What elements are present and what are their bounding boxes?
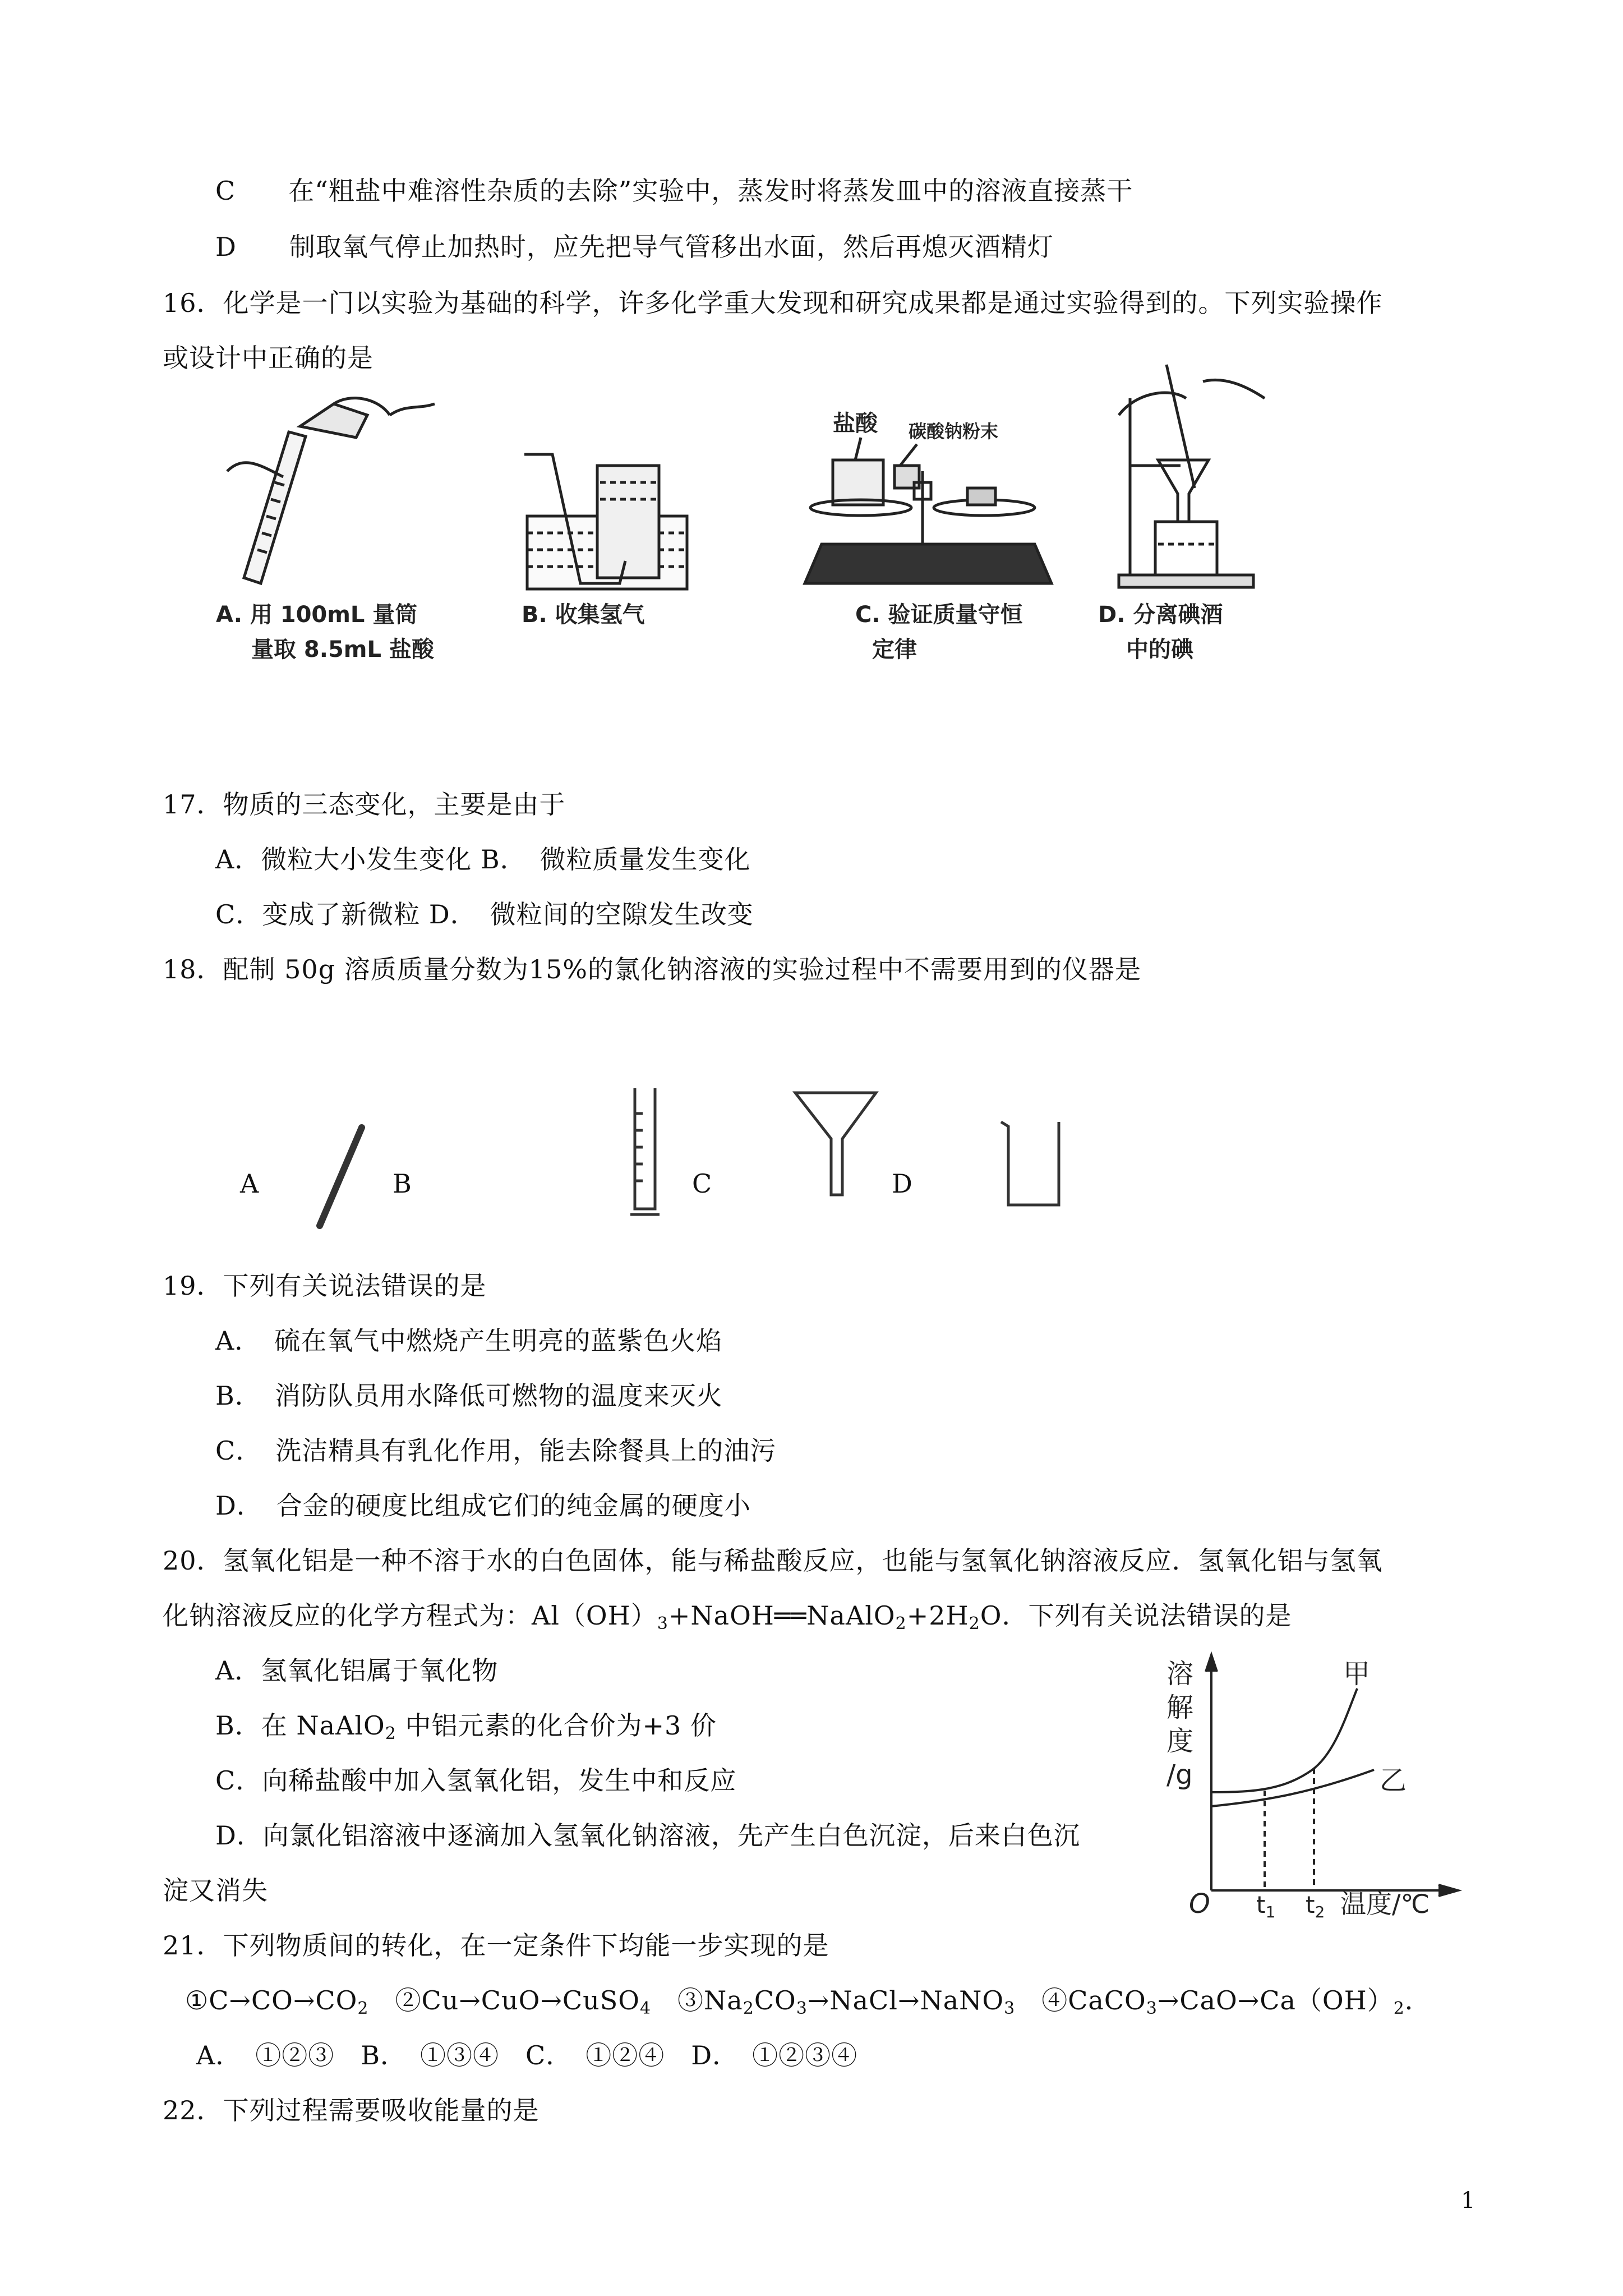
page-number: 1 xyxy=(1461,2188,1476,2214)
q20-option-c: C．向稀盐酸中加入氢氧化铝，发生中和反应 xyxy=(215,1765,737,1796)
figure-gas-collection xyxy=(519,443,693,595)
label-na2co3: 碳酸钠粉末 xyxy=(909,421,999,442)
q21-stem: 21．下列物质间的转化，在一定条件下均能一步实现的是 xyxy=(163,1930,829,1961)
curve-yi xyxy=(1211,1770,1374,1806)
caption-d-line2: 中的碘 xyxy=(1126,637,1193,662)
q16-stem-line2: 或设计中正确的是 xyxy=(163,343,374,373)
q19-option-c: C． 洗洁精具有乳化作用，能去除餐具上的油污 xyxy=(215,1435,777,1466)
t1-label: t1 xyxy=(1256,1891,1276,1921)
y-axis-label-1: 溶 xyxy=(1166,1658,1194,1690)
beaker-icon xyxy=(998,1116,1066,1212)
q17-options-row2: C．变成了新微粒 D． 微粒间的空隙发生改变 xyxy=(215,899,754,930)
q18-label-a: A xyxy=(240,1168,260,1199)
q22-stem: 22．下列过程需要吸收能量的是 xyxy=(163,2095,540,2125)
q15-option-d: D 制取氧气停止加热时，应先把导气管移出水面，然后再熄灭酒精灯 xyxy=(215,232,1054,262)
figure-measuring-cylinder xyxy=(222,393,479,595)
caption-a-line1: A. 用 100mL 量筒 xyxy=(216,602,418,628)
y-axis-label-3: 度 xyxy=(1166,1726,1194,1757)
q20-stem-line2: 化钠溶液反应的化学方程式为：$Al(OH)_3+NaOH══NaAlO_2+2H_2O$．下列有关说法错误的是 xyxy=(163,1600,1292,1634)
q17-stem: 17．物质的三态变化，主要是由于 xyxy=(163,789,566,820)
curve-jia xyxy=(1211,1688,1357,1792)
q20-option-b: B．在 NaAlO$_2$ 中铝元素的化合价为+3 价 xyxy=(215,1710,717,1743)
figure-filtration xyxy=(1113,359,1281,595)
y-axis-label-2: 解 xyxy=(1166,1692,1194,1723)
q21-options: A． ①②③ B． ①③④ C． ①②④ D． ①②③④ xyxy=(196,2040,858,2070)
caption-a-line2: 量取 8.5mL 盐酸 xyxy=(251,637,434,662)
origin-label: O xyxy=(1189,1888,1210,1920)
q18-stem: 18．配制 50g 溶质质量分数为15%的氯化钠溶液的实验过程中不需要用到的仪器是 xyxy=(163,954,1141,984)
q17-options-row1: A．微粒大小发生变化 B． 微粒质量发生变化 xyxy=(215,844,751,875)
funnel-icon xyxy=(791,1088,880,1200)
y-axis-label-4: /g xyxy=(1166,1759,1193,1791)
q15-option-c: C 在“粗盐中难溶性杂质的去除”实验中，蒸发时将蒸发皿中的溶液直接蒸干 xyxy=(215,176,1133,206)
caption-c-line1: C. 验证质量守恒 xyxy=(855,602,1023,628)
solubility-graph xyxy=(1155,1644,1475,1935)
q16-stem-line1: 16．化学是一门以实验为基础的科学，许多化学重大发现和研究成果都是通过实验得到的。下列实验操作 xyxy=(163,288,1383,318)
q20-option-d-line1: D．向氯化铝溶液中逐滴加入氢氧化钠溶液，先产生白色沉淀，后来白色沉 xyxy=(215,1820,1080,1851)
q18-label-b: B xyxy=(393,1168,412,1199)
q20-option-a: A．氢氧化铝属于氧化物 xyxy=(215,1655,499,1686)
q19-option-b: B． 消防队员用水降低可燃物的温度来灭火 xyxy=(215,1381,723,1411)
q20-option-d-line2: 淀又消失 xyxy=(163,1875,268,1906)
q19-option-d: D． 合金的硬度比组成它们的纯金属的硬度小 xyxy=(215,1490,751,1521)
curve-label-yi: 乙 xyxy=(1380,1765,1407,1796)
curve-label-jia: 甲 xyxy=(1343,1658,1371,1690)
label-hcl: 盐酸 xyxy=(833,411,878,436)
q18-label-d: D xyxy=(892,1168,913,1199)
q20-stem-line1: 20．氢氧化铝是一种不溶于水的白色固体，能与稀盐酸反应，也能与氢氧化钠溶液反应．氢氧化铝与氢氧 xyxy=(163,1545,1383,1576)
measuring-cylinder-icon xyxy=(628,1085,662,1220)
caption-d-line1: D. 分离碘酒 xyxy=(1098,602,1223,628)
q18-label-c: C xyxy=(692,1168,713,1199)
caption-c-line2: 定律 xyxy=(872,637,917,662)
figure-balance xyxy=(799,404,1057,595)
caption-b: B. 收集氢气 xyxy=(522,602,645,628)
q19-option-a: A． 硫在氧气中燃烧产生明亮的蓝紫色火焰 xyxy=(215,1326,723,1356)
q21-conversions: $①C\to CO\to CO_2$ ②Cu→CuO→CuSO$_4$ $③Na_2CO_3\to NaCl\to NaNO_3$ $④CaCO_3\to CaO\to Ca(OH)_2$． xyxy=(185,1985,1431,2018)
t2-label: t2 xyxy=(1306,1891,1325,1921)
glass-rod-icon xyxy=(306,1122,373,1234)
x-axis-label: 温度/℃ xyxy=(1340,1889,1430,1919)
q19-stem: 19．下列有关说法错误的是 xyxy=(163,1271,487,1301)
